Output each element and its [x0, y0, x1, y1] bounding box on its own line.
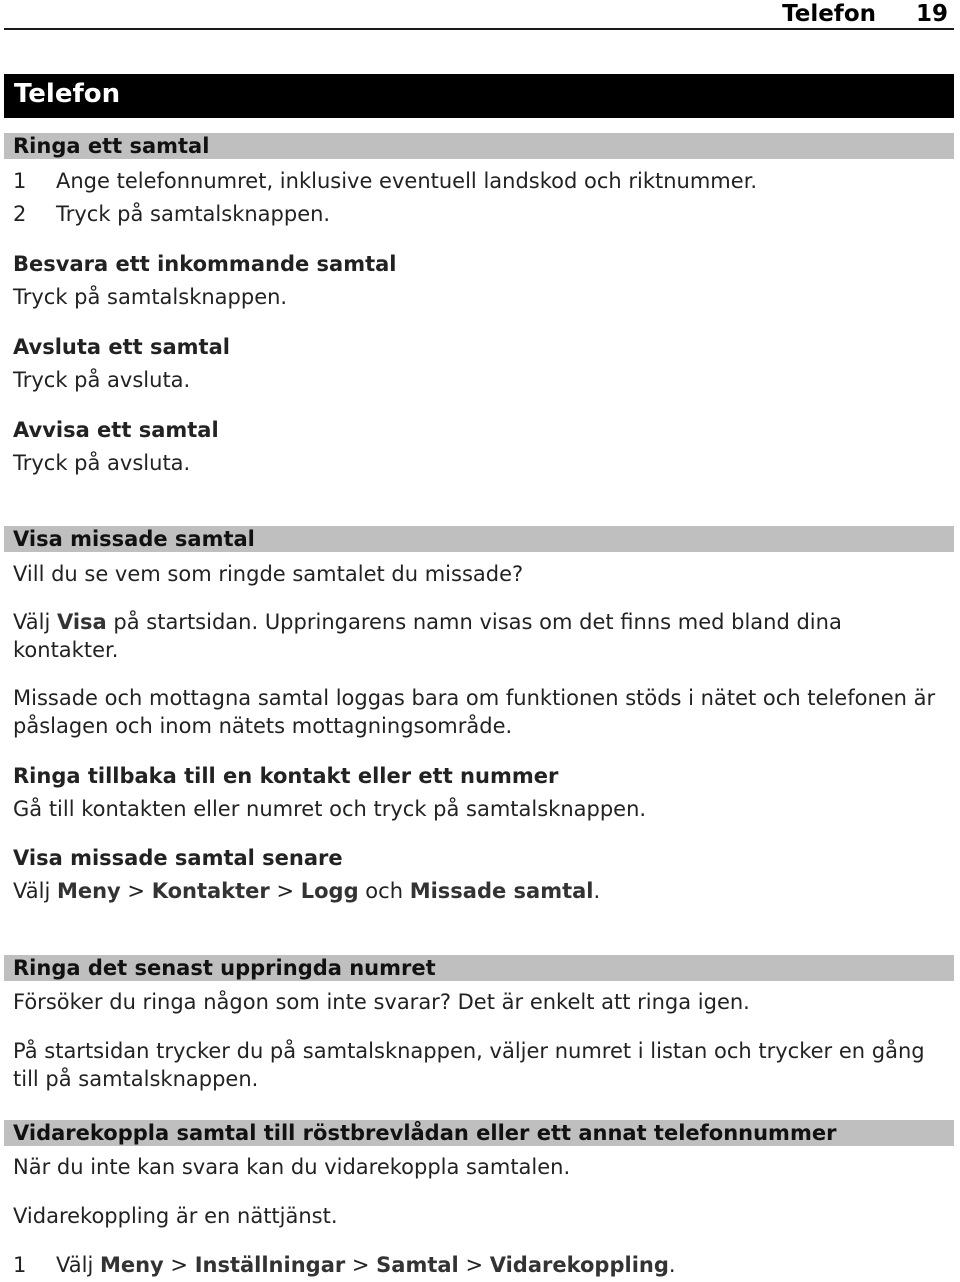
subheading-senare: Visa missade samtal senare — [13, 846, 343, 870]
paragraph: Vidarekoppling är en nättjänst. — [13, 1204, 338, 1228]
paragraph: Tryck på avsluta. — [13, 451, 191, 475]
running-header-title: Telefon — [782, 1, 876, 27]
section-heading-vidare: Vidarekoppla samtal till röstbrevlådan eller ett annat telefonnummer — [4, 1120, 954, 1146]
paragraph — [13, 608, 946, 664]
text-run: > — [163, 1253, 195, 1277]
page-number: 19 — [915, 1, 948, 27]
list-item — [13, 167, 757, 195]
ui-term: Logg — [300, 879, 359, 903]
paragraph: Tryck på avsluta. — [13, 368, 191, 392]
ui-term: Kontakter — [151, 879, 270, 903]
subheading-tillbaka: Ringa tillbaka till en kontakt eller ett nummer — [13, 764, 559, 788]
text-run: och — [358, 879, 410, 903]
paragraph: Vill du se vem som ringde samtalet du missade? — [13, 562, 524, 586]
paragraph — [13, 877, 946, 905]
paragraph: Försöker du ringa någon som inte svarar? Det är enkelt att ringa igen. — [13, 990, 750, 1014]
ui-term: Vidarekoppling — [489, 1253, 669, 1277]
text-run: > — [120, 879, 152, 903]
text-run: Välj — [13, 610, 57, 634]
list-number: 1 — [13, 169, 27, 193]
list-item — [13, 1251, 676, 1279]
text-run: . — [668, 1253, 676, 1277]
running-header — [4, 0, 954, 30]
subheading-besvara: Besvara ett inkommande samtal — [13, 252, 397, 276]
text-run: Välj — [13, 879, 57, 903]
section-heading-missade: Visa missade samtal — [4, 526, 954, 552]
ui-term: Samtal — [376, 1253, 459, 1277]
list-text: Tryck på samtalsknappen. — [56, 202, 331, 226]
paragraph: Gå till kontakten eller numret och tryck på samtalsknappen. — [13, 797, 647, 821]
list-item — [13, 200, 330, 228]
ui-term: Missade samtal — [409, 879, 594, 903]
ui-term: Meny — [99, 1253, 164, 1277]
list-number: 1 — [13, 1253, 27, 1277]
subheading-avvisa: Avvisa ett samtal — [13, 418, 219, 442]
text-run: > — [458, 1253, 490, 1277]
text-run: Välj — [56, 1253, 100, 1277]
ui-term: Inställningar — [194, 1253, 346, 1277]
section-heading-senast: Ringa det senast uppringda numret — [4, 955, 954, 981]
list-number: 2 — [13, 202, 27, 226]
ui-term: Visa — [56, 610, 107, 634]
text-run: > — [269, 879, 301, 903]
paragraph: Missade och mottagna samtal loggas bara om funktionen stöds i nätet och telefonen är påslagen och inom nätets mottagningsområde. — [13, 686, 936, 738]
list-text: Ange telefonnumret, inklusive eventuell landskod och riktnummer. — [56, 169, 758, 193]
paragraph: På startsidan trycker du på samtalsknappen, väljer numret i listan och trycker en gång till på samtalsknappen. — [13, 1039, 925, 1091]
ui-term: Meny — [56, 879, 121, 903]
text-run: . — [593, 879, 601, 903]
text-run: på startsidan. Uppringarens namn visas om det finns med bland dina kontakter. — [13, 610, 842, 662]
text-run: > — [345, 1253, 377, 1277]
paragraph: Tryck på samtalsknappen. — [13, 285, 288, 309]
chapter-title: Telefon — [4, 74, 954, 118]
subheading-avsluta: Avsluta ett samtal — [13, 335, 230, 359]
section-heading-ringa: Ringa ett samtal — [4, 133, 954, 159]
paragraph: När du inte kan svara kan du vidarekoppla samtalen. — [13, 1155, 571, 1179]
